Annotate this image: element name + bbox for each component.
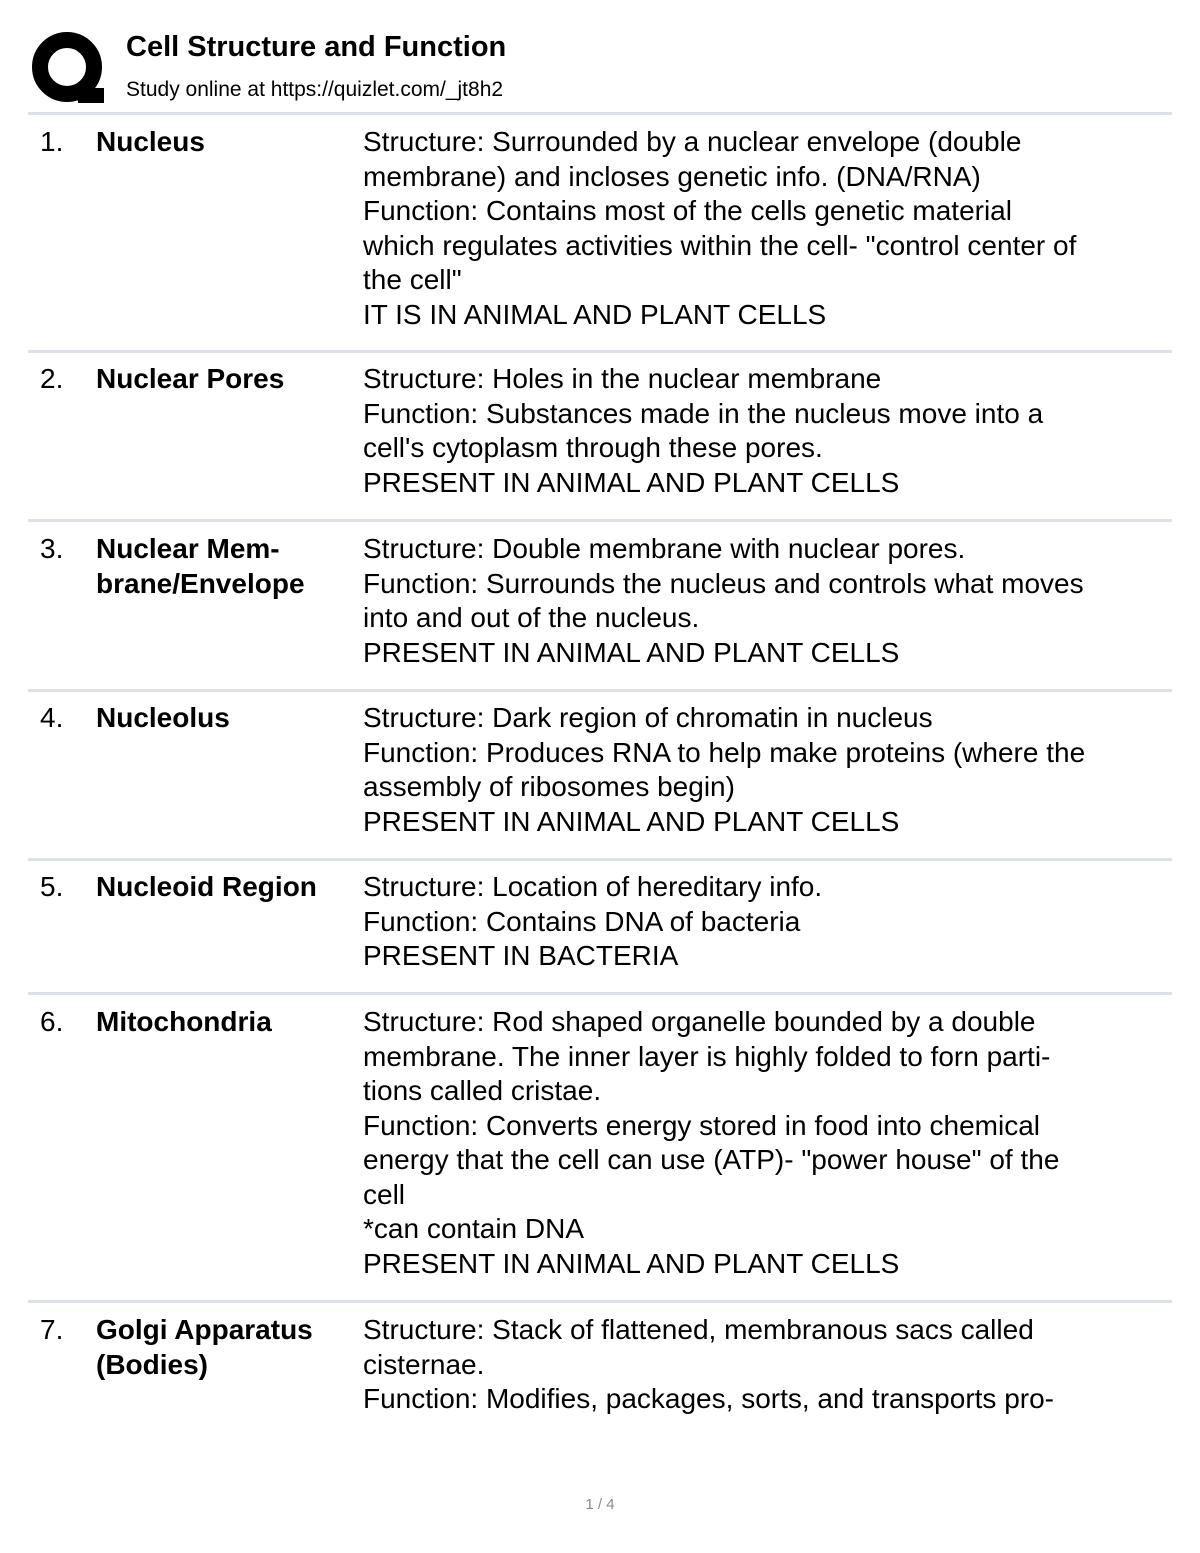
definition-line: Structure: Rod shaped organelle bounded by a double xyxy=(363,1006,1036,1037)
study-online-link-text: Study online at https://quizlet.com/_jt8h2 xyxy=(126,78,504,101)
definition-line: Structure: Stack of flattened, membranous sacs called xyxy=(363,1314,1034,1345)
definition-line: Function: Converts energy stored in food into chemical xyxy=(363,1109,1041,1141)
definition-line: membrane. The inner layer is highly folded to forn parti- xyxy=(363,1040,1051,1072)
entry-divider xyxy=(28,1300,1172,1303)
definition-line: into and out of the nucleus. xyxy=(363,602,700,633)
definition-line: Structure: Double membrane with nuclear pores. xyxy=(363,533,966,564)
definition-line: the cell" xyxy=(363,264,462,295)
definition-line: assembly of ribosomes begin) xyxy=(363,771,735,802)
definition-line: PRESENT IN BACTERIA xyxy=(363,940,679,971)
entry-definition xyxy=(363,1313,1163,1417)
definition-line: Function: Modifies, packages, sorts, and transports pro- xyxy=(363,1383,1054,1414)
definition-line: PRESENT IN ANIMAL AND PLANT CELLS xyxy=(363,466,900,498)
definition-line: Function: Contains most of the cells genetic material xyxy=(363,195,1012,226)
page-number: 1 / 4 xyxy=(585,1496,615,1513)
entry-term: Golgi Apparatus (Bodies) xyxy=(96,1314,313,1380)
definition-line: cisternae. xyxy=(363,1348,485,1380)
entry-term: Nucleolus xyxy=(96,702,230,733)
definition-line: Function: Substances made in the nucleus move into a xyxy=(363,397,1044,429)
entry-term: Nucleus xyxy=(96,126,205,157)
entry-term: Nucleoid Region xyxy=(96,871,317,902)
definition-line: membrane) and incloses genetic info. (DNA/RNA) xyxy=(363,160,981,192)
entry-definition xyxy=(363,125,1163,332)
entry-definition xyxy=(363,532,1163,670)
header-divider xyxy=(28,112,1172,115)
entry-divider xyxy=(28,519,1172,522)
entry-divider xyxy=(28,858,1172,861)
document-title: Cell Structure and Function xyxy=(126,31,507,63)
definition-line: cell xyxy=(363,1178,406,1210)
entry-definition xyxy=(363,1005,1163,1281)
definition-line: PRESENT IN ANIMAL AND PLANT CELLS xyxy=(363,636,900,668)
entry-definition xyxy=(363,870,1163,974)
definition-line: *can contain DNA xyxy=(363,1213,585,1244)
entry-number: 4. xyxy=(40,702,64,733)
entry-divider xyxy=(28,350,1172,353)
entry-term: Nuclear Mem- brane/Envelope xyxy=(96,533,305,599)
definition-line: tions called cristae. xyxy=(363,1075,602,1106)
entry-definition xyxy=(363,701,1163,839)
entry-number: 6. xyxy=(40,1006,64,1037)
entry-number: 3. xyxy=(40,533,64,564)
entry-divider xyxy=(28,992,1172,995)
definition-line: which regulates activities within the cell- "control center of xyxy=(363,229,1077,261)
definition-line: Function: Surrounds the nucleus and controls what moves xyxy=(363,567,1084,599)
definition-line: PRESENT IN ANIMAL AND PLANT CELLS xyxy=(363,805,900,837)
definition-line: IT IS IN ANIMAL AND PLANT CELLS xyxy=(363,298,827,330)
definition-line: Function: Produces RNA to help make proteins (where the xyxy=(363,736,1086,768)
entry-term: Mitochondria xyxy=(96,1006,272,1037)
definition-line: energy that the cell can use (ATP)- "power house" of the xyxy=(363,1144,1060,1175)
definition-line: cell's cytoplasm through these pores. xyxy=(363,432,823,463)
quizlet-logo-icon xyxy=(30,30,106,106)
definition-line: Function: Contains DNA of bacteria xyxy=(363,905,801,937)
definition-line: Structure: Surrounded by a nuclear envelope (double xyxy=(363,126,1022,157)
entry-number: 1. xyxy=(40,126,64,157)
entry-number: 2. xyxy=(40,363,64,394)
definition-line: PRESENT IN ANIMAL AND PLANT CELLS xyxy=(363,1247,900,1279)
entry-number: 5. xyxy=(40,871,64,902)
definition-line: Structure: Dark region of chromatin in nucleus xyxy=(363,702,933,733)
definition-line: Structure: Location of hereditary info. xyxy=(363,871,823,902)
entry-definition xyxy=(363,362,1163,500)
entry-number: 7. xyxy=(40,1314,64,1345)
entry-term: Nuclear Pores xyxy=(96,363,285,394)
entry-divider xyxy=(28,689,1172,692)
definition-line: Structure: Holes in the nuclear membrane xyxy=(363,363,882,394)
